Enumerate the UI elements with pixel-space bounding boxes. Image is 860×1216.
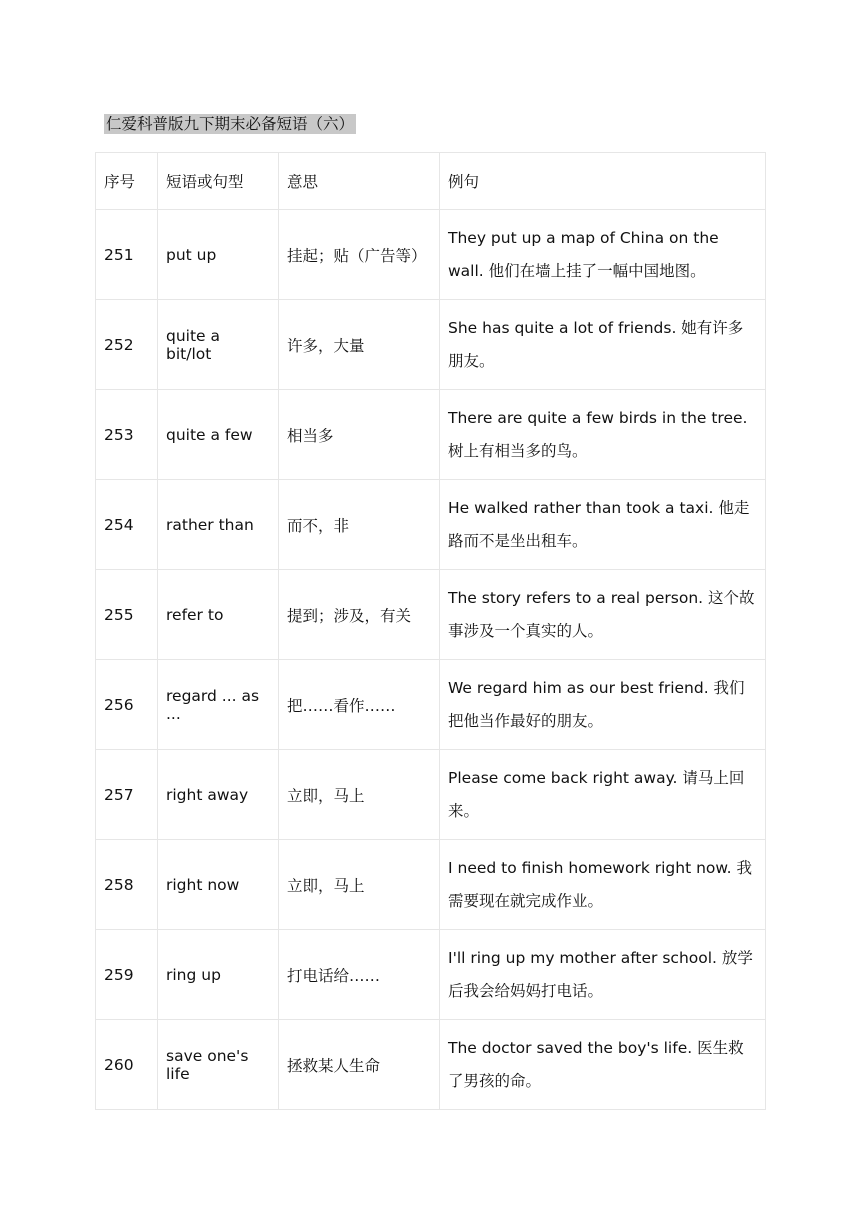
row-phrase: regard ... as ... <box>158 660 279 750</box>
row-meaning: 把……看作…… <box>279 660 440 750</box>
row-meaning: 提到；涉及，有关 <box>279 570 440 660</box>
row-meaning: 立即，马上 <box>279 840 440 930</box>
row-phrase: refer to <box>158 570 279 660</box>
row-meaning: 立即，马上 <box>279 750 440 840</box>
table-row <box>96 750 766 840</box>
header-number: 序号 <box>96 153 158 210</box>
row-number: 253 <box>96 390 158 480</box>
row-phrase: ring up <box>158 930 279 1020</box>
row-meaning: 挂起；贴（广告等） <box>279 210 440 300</box>
row-number: 259 <box>96 930 158 1020</box>
row-meaning: 相当多 <box>279 390 440 480</box>
table-header-row <box>96 153 766 210</box>
row-phrase: quite a few <box>158 390 279 480</box>
table-row <box>96 570 766 660</box>
row-number: 257 <box>96 750 158 840</box>
row-phrase: rather than <box>158 480 279 570</box>
row-example: I need to finish homework right now. 我需要现在就完成作业。 <box>440 840 766 930</box>
row-phrase: put up <box>158 210 279 300</box>
row-example: The story refers to a real person. 这个故事涉及一个真实的人。 <box>440 570 766 660</box>
table-row <box>96 840 766 930</box>
row-example: She has quite a lot of friends. 她有许多朋友。 <box>440 300 766 390</box>
table-row <box>96 660 766 750</box>
table-row <box>96 210 766 300</box>
row-example: There are quite a few birds in the tree. 树上有相当多的鸟。 <box>440 390 766 480</box>
row-phrase: save one's life <box>158 1020 279 1110</box>
row-meaning: 拯救某人生命 <box>279 1020 440 1110</box>
row-example: We regard him as our best friend. 我们把他当作最好的朋友。 <box>440 660 766 750</box>
row-meaning: 许多，大量 <box>279 300 440 390</box>
row-number: 252 <box>96 300 158 390</box>
row-meaning: 打电话给…… <box>279 930 440 1020</box>
header-meaning: 意思 <box>279 153 440 210</box>
row-number: 258 <box>96 840 158 930</box>
row-number: 260 <box>96 1020 158 1110</box>
table-row <box>96 300 766 390</box>
document-title: 仁爱科普版九下期末必备短语（六） <box>106 115 355 133</box>
row-number: 256 <box>96 660 158 750</box>
row-example: The doctor saved the boy's life. 医生救了男孩的命。 <box>440 1020 766 1110</box>
table-row <box>96 480 766 570</box>
header-phrase: 短语或句型 <box>158 153 279 210</box>
table-body <box>96 210 766 1110</box>
row-number: 254 <box>96 480 158 570</box>
row-meaning: 而不，非 <box>279 480 440 570</box>
row-example: I'll ring up my mother after school. 放学后我会给妈妈打电话。 <box>440 930 766 1020</box>
row-phrase: quite a bit/lot <box>158 300 279 390</box>
row-example: Please come back right away. 请马上回来。 <box>440 750 766 840</box>
row-phrase: right now <box>158 840 279 930</box>
table-row <box>96 930 766 1020</box>
row-number: 255 <box>96 570 158 660</box>
row-number: 251 <box>96 210 158 300</box>
row-phrase: right away <box>158 750 279 840</box>
table-row <box>96 1020 766 1110</box>
phrase-table <box>95 152 766 1110</box>
row-example: He walked rather than took a taxi. 他走路而不是坐出租车。 <box>440 480 766 570</box>
table-row <box>96 390 766 480</box>
row-example: They put up a map of China on the wall. 他们在墙上挂了一幅中国地图。 <box>440 210 766 300</box>
header-example: 例句 <box>440 153 766 210</box>
